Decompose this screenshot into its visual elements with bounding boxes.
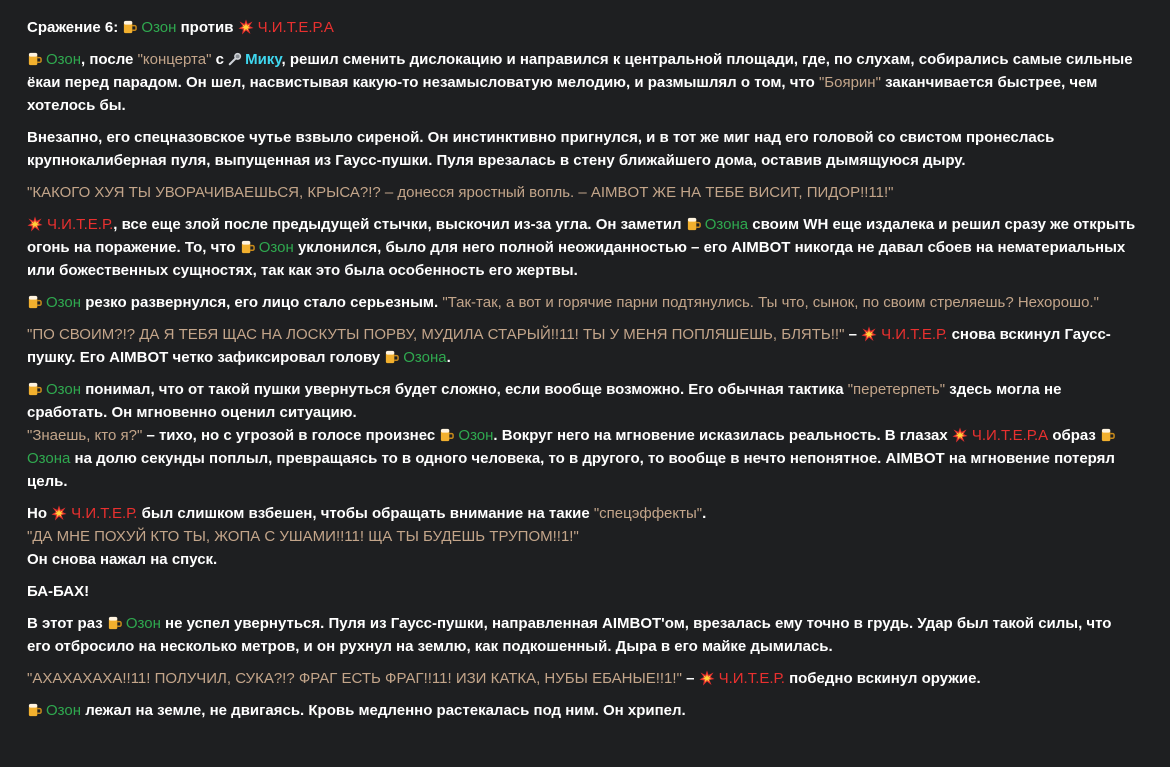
text-span: победно вскинул оружие.: [789, 670, 981, 687]
paragraph-8: [27, 424, 1137, 493]
text-span: заканчивается быстрее, чем хотелось бы.: [27, 74, 1098, 114]
text-span: с: [215, 51, 224, 68]
text-span: уклонился, было для него полной неожиданностью – его AIMBOT никогда не давал сбоев на нематериальных или божественных сущностях, так как это была особенность его жертвы.: [27, 239, 1126, 279]
text-span: Внезапно, его спецназовское чутье взвыло сиреной. Он инстинктивно пригнулся, и в тот же миг над его головой со свистом пронеслась крупнокалиберная пуля, выпущенная из Гаусс-пушки. Пуля врезалась в стену ближайшего дома, оставив дымящуюся дыру.: [27, 129, 1055, 169]
battle-heading: [27, 16, 1137, 39]
paragraph-2: [27, 126, 1137, 172]
text-span: здесь могла не сработать. Он мгновенно оценил ситуацию.: [27, 381, 1062, 421]
heading-vs: против: [180, 19, 234, 36]
quote-span: "перетерпеть": [847, 381, 946, 398]
paragraph-11: [27, 612, 1137, 658]
text-span: образ: [1052, 427, 1096, 444]
text-span: резко развернулся, его лицо стало серьезным.: [85, 294, 439, 311]
collision-icon: [699, 670, 715, 686]
text-span: БА-БАХ!: [27, 583, 90, 600]
beer-mug-icon: [240, 239, 255, 254]
text-span: Но: [27, 505, 47, 522]
name-ozon: Озон: [46, 381, 82, 398]
name-cheater: Ч.И.Т.Е.Р.: [71, 505, 138, 522]
text-span: –: [686, 670, 695, 687]
name-ozon: Озон: [46, 51, 82, 68]
paragraph-1: [27, 48, 1137, 117]
beer-mug-icon: [439, 427, 454, 442]
text-span: на долю секунды поплыл, превращаясь то в одного человека, то в другого, то вообще в нечто непонятное. AIMBOT на мгновение потерял цель.: [27, 450, 1115, 490]
text-span: снова вскинул Гаусс-пушку. Его AIMBOT четко зафиксировал голову: [27, 326, 1111, 366]
name-cheater: Ч.И.Т.Е.Р.: [881, 326, 948, 343]
beer-mug-icon: [686, 216, 701, 231]
paragraph-7: [27, 378, 1137, 424]
heading-prefix: Сражение 6:: [27, 19, 119, 36]
quote-span: "ДА МНЕ ПОХУЙ КТО ТЫ, ЖОПА С УШАМИ!!11! ЩА ТЫ БУДЕШЬ ТРУПОМ!!1!": [27, 528, 579, 545]
text-span: , после: [81, 51, 134, 68]
name-cheater: Ч.И.Т.Е.Р.: [718, 670, 785, 687]
text-span: . Вокруг него на мгновение исказилась реальность. В глазах: [493, 427, 948, 444]
beer-mug-icon: [1100, 427, 1115, 442]
heading-cheater: Ч.И.Т.Е.Р.А: [257, 19, 334, 36]
text-span: Он снова нажал на спуск.: [27, 551, 218, 568]
text-span: был слишком взбешен, чтобы обращать внимание на такие: [141, 505, 590, 522]
quote-span: "Так-так, а вот и горячие парни подтянулись. Ты что, сынок, по своим стреляешь? Нехорошо.": [442, 294, 1099, 311]
quote-span: "АХАХАХАХА!!11! ПОЛУЧИЛ, СУКА?!? ФРАГ ЕСТЬ ФРАГ!!11! ИЗИ КАТКА, НУБЫ ЕБАНЫЕ!!1!": [27, 670, 682, 687]
beer-mug-icon: [384, 349, 399, 364]
collision-icon: [27, 216, 43, 232]
beer-mug-icon: [107, 615, 122, 630]
beer-mug-icon: [27, 702, 42, 717]
text-span: В этот раз: [27, 615, 103, 632]
story-text: [27, 16, 1137, 731]
quote-span: "Боярин": [818, 74, 881, 91]
paragraph-4: [27, 213, 1137, 282]
beer-mug-icon: [27, 381, 42, 396]
text-span: , все еще злой после предыдущей стычки, выскочил из-за угла. Он заметил: [113, 216, 682, 233]
collision-icon: [861, 326, 877, 342]
name-miku: Мику: [245, 51, 282, 68]
name-cheater: Ч.И.Т.Е.Р.А: [971, 427, 1049, 444]
collision-icon: [238, 19, 254, 35]
name-ozon: Озона: [403, 349, 447, 366]
quote-span: "концерта": [137, 51, 212, 68]
name-ozon: Озон: [258, 239, 294, 256]
heading-ozon: Озон: [141, 19, 177, 36]
paragraph-10: [27, 580, 1137, 603]
text-span: – тихо, но с угрозой в голосе произнес: [146, 427, 436, 444]
text-span: –: [848, 326, 857, 343]
name-ozon: Озон: [125, 615, 161, 632]
name-ozon: Озон: [458, 427, 494, 444]
text-span: .: [446, 349, 451, 366]
paragraph-3: [27, 181, 1137, 204]
microphone-icon: [228, 52, 242, 66]
paragraph-12: [27, 667, 1137, 690]
paragraph-6: [27, 323, 1137, 369]
text-span: , решил сменить дислокацию и направился к центральной площади, где, по слухам, собирались самые сильные ёкаи перед парадом. Он шел, насвистывая какую-то незамысловатую мелодию, и размышлял о том, что: [27, 51, 1133, 91]
text-span: своим WH еще издалека и решил сразу же открыть огонь на поражение. То, что: [27, 216, 1136, 256]
quote-span: "ПО СВОИМ?!? ДА Я ТЕБЯ ЩАС НА ЛОСКУТЫ ПОРВУ, МУДИЛА СТАРЫЙ!!11! ТЫ У МЕНЯ ПОПЛЯШЕШЬ, БЛЯТЬ!!": [27, 326, 845, 343]
quote-span: "спецэффекты": [593, 505, 703, 522]
quote-span: "Знаешь, кто я?": [27, 427, 143, 444]
name-ozon: Озона: [27, 450, 71, 467]
name-cheater: Ч.И.Т.Е.Р.: [47, 216, 114, 233]
beer-mug-icon: [27, 294, 42, 309]
paragraph-9: [27, 502, 1137, 571]
name-ozon: Озона: [704, 216, 749, 233]
name-ozon: Озон: [46, 702, 82, 719]
collision-icon: [51, 505, 67, 521]
text-span: не успел увернуться. Пуля из Гаусс-пушки, направленная AIMBOT'ом, врезалась ему точно в грудь. Удар был такой силы, что его отбросило на несколько метров, и он рухнул на землю, как подкошенный. Дыра в его майке дымилась.: [27, 615, 1112, 655]
paragraph-13: [27, 699, 1137, 722]
quote-span: "КАКОГО ХУЯ ТЫ УВОРАЧИВАЕШЬСЯ, КРЫСА?!? – донесся яростный вопль. – AIMBOT ЖЕ НА ТЕБЕ ВИСИТ, ПИДОР!!11!": [27, 184, 894, 201]
text-span: .: [702, 505, 707, 522]
beer-mug-icon: [27, 51, 42, 66]
beer-mug-icon: [122, 19, 137, 34]
text-span: лежал на земле, не двигаясь. Кровь медленно растекалась под ним. Он хрипел.: [85, 702, 686, 719]
collision-icon: [952, 427, 968, 443]
name-ozon: Озон: [46, 294, 82, 311]
paragraph-5: [27, 291, 1137, 314]
text-span: понимал, что от такой пушки увернуться будет сложно, если вообще возможно. Его обычная тактика: [85, 381, 844, 398]
